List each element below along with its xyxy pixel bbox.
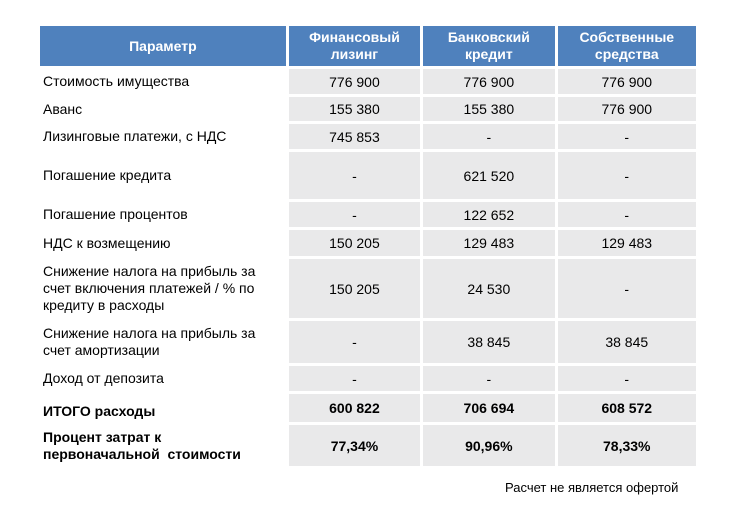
cell-financial-leasing: - xyxy=(289,152,420,199)
cell-own-funds: - xyxy=(558,366,696,391)
row-label-line: Снижение налога на прибыль за xyxy=(43,325,256,341)
table-row xyxy=(40,152,696,199)
cell-bank-credit: 776 900 xyxy=(423,69,554,94)
header-bank-credit-l1: Банковский xyxy=(447,29,530,45)
row-label-line: Процент затрат к xyxy=(43,428,162,445)
cell-bank-credit: 38 845 xyxy=(423,321,554,363)
cell-own-funds: - xyxy=(558,202,696,227)
cell-own-funds: - xyxy=(558,259,696,318)
cell-own-funds: 608 572 xyxy=(558,394,696,422)
cell-financial-leasing: 155 380 xyxy=(289,97,420,121)
table-row xyxy=(40,366,696,391)
table-row xyxy=(40,321,696,363)
comparison-table-wrapper xyxy=(40,23,702,469)
table-row-total xyxy=(40,394,696,422)
cell-own-funds: 38 845 xyxy=(558,321,696,363)
cell-financial-leasing: 77,34% xyxy=(289,425,420,466)
header-bank-credit xyxy=(423,26,554,66)
cell-financial-leasing: 150 205 xyxy=(289,230,420,256)
cell-own-funds: 78,33% xyxy=(558,425,696,466)
row-label-line: счет амортизации xyxy=(43,342,160,358)
header-financial-leasing-l1: Финансовый xyxy=(309,29,400,45)
table-row xyxy=(40,97,696,121)
table-row xyxy=(40,259,696,318)
row-label: Лизинговые платежи, с НДС xyxy=(40,124,286,149)
footnote: Расчет не является офертой xyxy=(505,480,679,495)
cell-own-funds: 776 900 xyxy=(558,97,696,121)
cell-own-funds: - xyxy=(558,152,696,199)
cell-bank-credit: 706 694 xyxy=(423,394,554,422)
comparison-table xyxy=(37,23,699,469)
row-label xyxy=(40,259,286,318)
cell-bank-credit: - xyxy=(423,124,554,149)
header-own-funds xyxy=(558,26,696,66)
row-label-line: первоначальной стоимости xyxy=(43,445,241,462)
table-row xyxy=(40,202,696,227)
table-row xyxy=(40,69,696,94)
row-label: Аванс xyxy=(40,97,286,121)
cell-own-funds: 129 483 xyxy=(558,230,696,256)
header-parameter: Параметр xyxy=(40,26,286,66)
row-label: Погашение процентов xyxy=(40,202,286,227)
row-label: НДС к возмещению xyxy=(40,230,286,256)
cell-financial-leasing: - xyxy=(289,366,420,391)
cell-financial-leasing: - xyxy=(289,202,420,227)
header-financial-leasing-l2: лизинг xyxy=(330,46,379,62)
cell-financial-leasing: - xyxy=(289,321,420,363)
cell-financial-leasing: 745 853 xyxy=(289,124,420,149)
cell-bank-credit: 90,96% xyxy=(423,425,554,466)
cell-own-funds: - xyxy=(558,124,696,149)
header-financial-leasing xyxy=(289,26,420,66)
header-own-funds-l1: Собственные xyxy=(579,29,675,45)
table-row xyxy=(40,230,696,256)
cell-financial-leasing: 776 900 xyxy=(289,69,420,94)
cell-bank-credit: 129 483 xyxy=(423,230,554,256)
cell-own-funds: 776 900 xyxy=(558,69,696,94)
cell-financial-leasing: 600 822 xyxy=(289,394,420,422)
cell-bank-credit: 24 530 xyxy=(423,259,554,318)
cell-bank-credit: 621 520 xyxy=(423,152,554,199)
table-header-row xyxy=(40,26,696,66)
row-label xyxy=(40,425,286,466)
cell-bank-credit: 155 380 xyxy=(423,97,554,121)
cell-bank-credit: 122 652 xyxy=(423,202,554,227)
cell-bank-credit: - xyxy=(423,366,554,391)
row-label-line: кредиту в расходы xyxy=(43,297,165,313)
cell-financial-leasing: 150 205 xyxy=(289,259,420,318)
row-label: ИТОГО расходы xyxy=(40,394,286,422)
table-row xyxy=(40,124,696,149)
row-label: Стоимость имущества xyxy=(40,69,286,94)
row-label-line: счет включения платежей / % по xyxy=(43,280,255,296)
row-label-line: Снижение налога на прибыль за xyxy=(43,263,256,279)
table-row-percent xyxy=(40,425,696,466)
row-label xyxy=(40,321,286,363)
row-label: Погашение кредита xyxy=(40,152,286,199)
header-own-funds-l2: средства xyxy=(594,46,659,62)
header-bank-credit-l2: кредит xyxy=(464,46,513,62)
row-label: Доход от депозита xyxy=(40,366,286,391)
